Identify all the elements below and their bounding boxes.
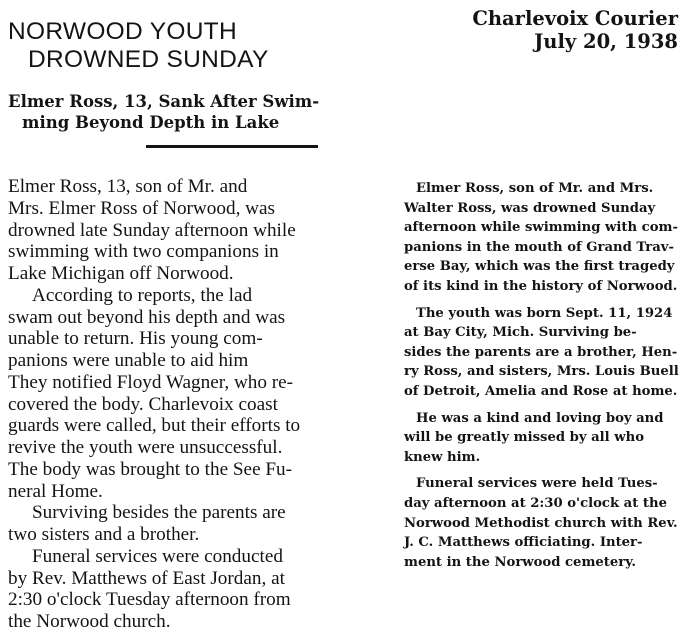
text-line: of Detroit, Amelia and Rose at home.: [404, 383, 678, 399]
headline-line-1: NORWOOD YOUTH: [8, 18, 237, 45]
text-line: drowned late Sunday afternoon while: [8, 219, 296, 241]
text-line: 2:30 o'clock Tuesday afternoon from: [8, 589, 291, 611]
divider-rule: [146, 145, 318, 148]
text-line: The youth was born Sept. 11, 1924: [416, 305, 673, 321]
article-headline: [8, 18, 348, 74]
subhead-line-2: ming Beyond Depth in Lake: [22, 113, 280, 132]
text-line: swimming with two companions in: [8, 241, 279, 263]
text-line: by Rev. Matthews of East Jordan, at: [8, 567, 285, 589]
newspaper-name: Charlevoix Courier: [472, 7, 678, 30]
text-line: afternoon while swimming with com-: [404, 220, 678, 236]
text-line: The body was brought to the See Fu-: [8, 458, 293, 480]
text-line: Lake Michigan off Norwood.: [8, 263, 234, 284]
text-line: According to reports, the lad: [32, 284, 253, 306]
text-line: Walter Ross, was drowned Sunday: [404, 200, 656, 216]
text-line: Funeral services were conducted: [32, 545, 283, 567]
text-line: swam out beyond his depth and was: [8, 306, 286, 328]
text-line: at Bay City, Mich. Surviving be-: [404, 325, 637, 341]
text-line: unable to return. His young com-: [8, 328, 263, 350]
text-line: guards were called, but their efforts to: [8, 415, 301, 437]
text-line: revive the youth were unsuccessful.: [8, 437, 283, 458]
text-line: Funeral services were held Tues-: [416, 476, 658, 492]
text-line: Mrs. Elmer Ross of Norwood, was: [8, 197, 276, 219]
text-line: day afternoon at 2:30 o'clock at the: [404, 495, 667, 511]
text-line: ment in the Norwood cemetery.: [404, 554, 636, 570]
left-article-column: [8, 176, 348, 633]
publication-date: July 20, 1938: [534, 30, 678, 53]
right-article-column: [404, 179, 694, 572]
text-line: will be greatly missed by all who: [404, 430, 645, 446]
text-line: the Norwood church.: [8, 611, 171, 632]
text-line: sides the parents are a brother, Hen-: [404, 344, 678, 360]
text-line: neral Home.: [8, 480, 103, 502]
text-line: ry Ross, and sisters, Mrs. Louis Buell: [404, 364, 679, 380]
text-line: panions were unable to aid him: [8, 350, 249, 371]
text-line: Elmer Ross, son of Mr. and Mrs.: [416, 181, 654, 196]
text-line: of its kind in the history of Norwood.: [404, 278, 678, 294]
text-line: erse Bay, which was the first tragedy: [404, 259, 675, 275]
subhead-line-1: Elmer Ross, 13, Sank After Swim-: [8, 92, 320, 111]
text-line: J. C. Matthews officiating. Inter-: [404, 535, 643, 551]
text-line: covered the body. Charlevoix coast: [8, 393, 278, 415]
text-line: They notified Floyd Wagner, who re-: [8, 371, 294, 393]
text-line: Surviving besides the parents are: [32, 502, 286, 524]
article-subheadline: [8, 91, 353, 133]
text-line: knew him.: [404, 449, 481, 465]
text-line: Norwood Methodist church with Rev.: [404, 515, 678, 531]
text-line: Elmer Ross, 13, son of Mr. and: [8, 176, 248, 197]
headline-line-2: DROWNED SUNDAY: [28, 46, 269, 73]
text-line: panions in the mouth of Grand Trav-: [404, 239, 674, 255]
text-line: two sisters and a brother.: [8, 524, 200, 545]
source-attribution: [472, 7, 678, 53]
text-line: He was a kind and loving boy and: [416, 410, 664, 426]
